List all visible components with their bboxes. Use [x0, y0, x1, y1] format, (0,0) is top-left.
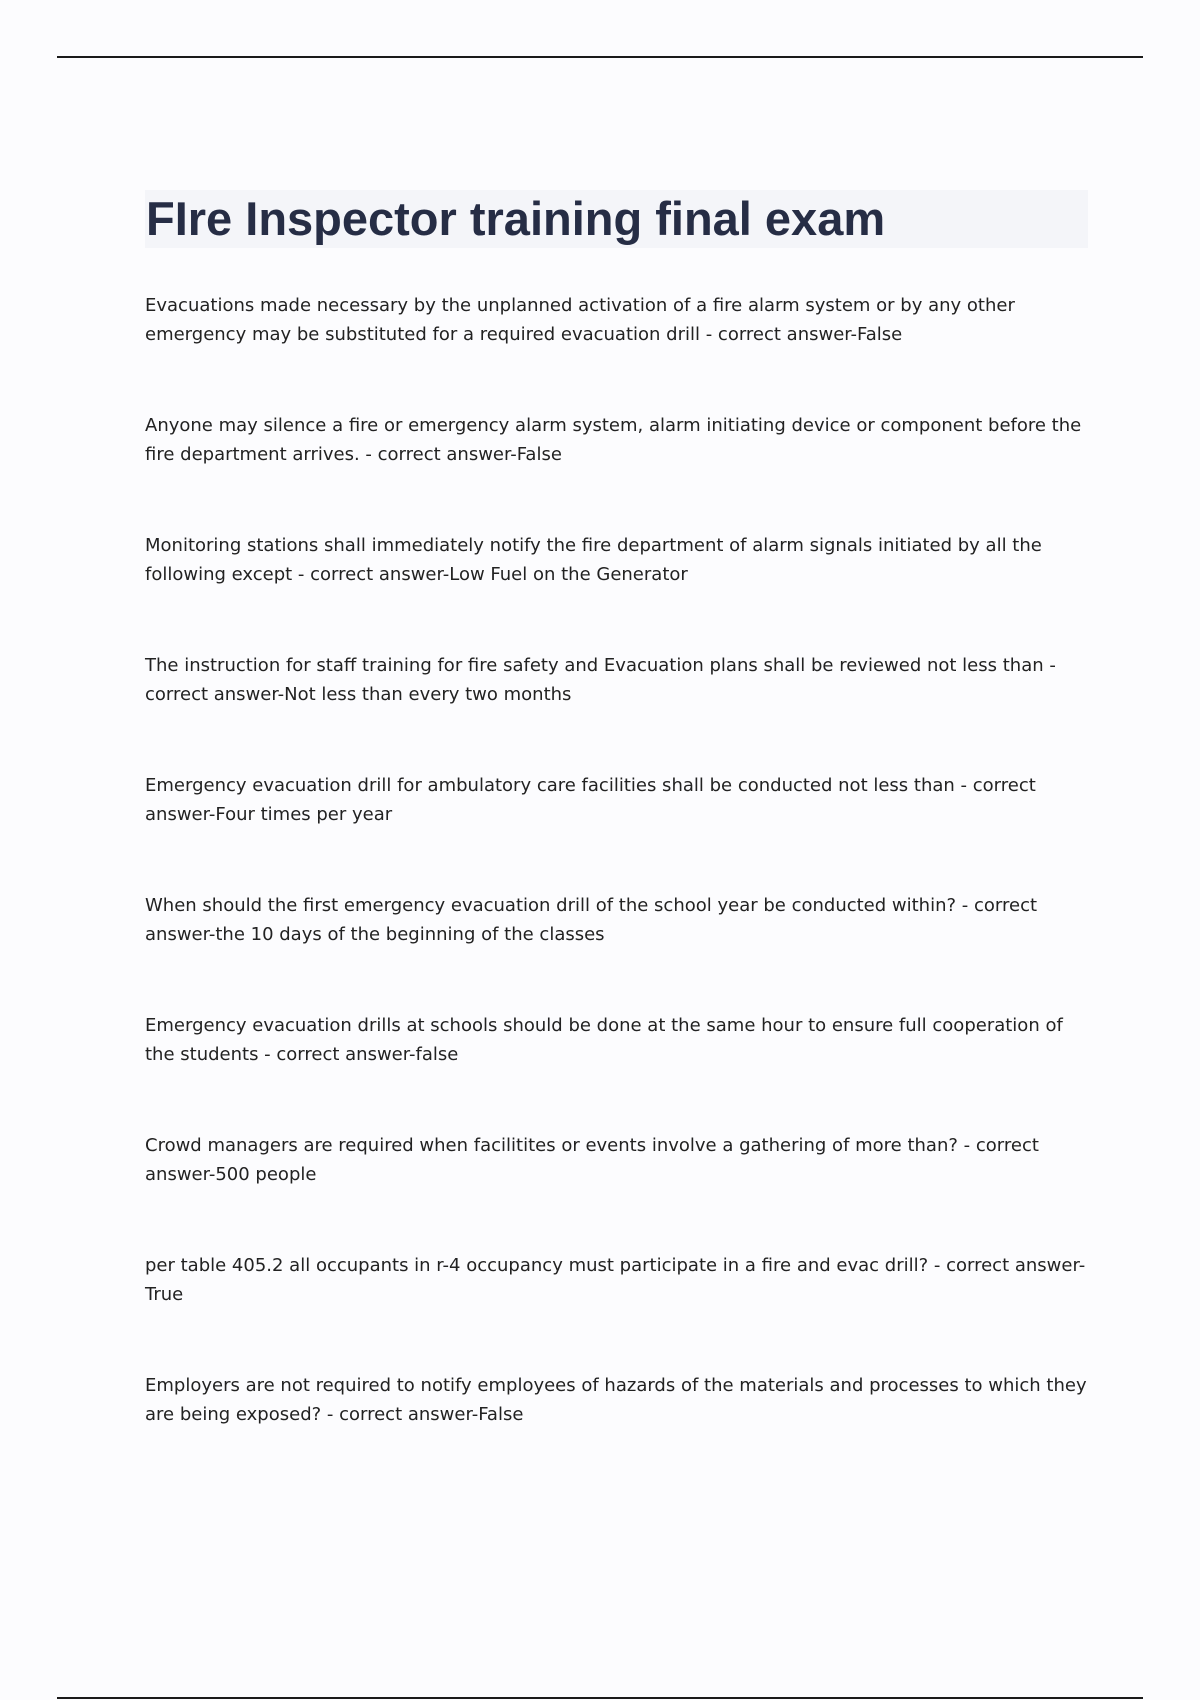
document-title: FIre Inspector training final exam — [146, 192, 886, 245]
qa-item-1: Evacuations made necessary by the unplanned activation of a fire alarm system or by any other emergency may be substituted for a required evacuation drill - correct answer-False — [145, 295, 1015, 345]
qa-item-3: Monitoring stations shall immediately notify the fire department of alarm signals initiated by all the following except - correct answer-Low Fuel on the Generator — [145, 535, 1042, 585]
qa-item-9: per table 405.2 all occupants in r-4 occupancy must participate in a fire and evac drill? - correct answer-True — [145, 1255, 1086, 1305]
header-rule — [57, 56, 1143, 58]
question-answer-list — [145, 291, 1095, 1491]
qa-item-2: Anyone may silence a fire or emergency alarm system, alarm initiating device or component before the fire department arrives. - correct answer-False — [145, 415, 1082, 465]
qa-item-4: The instruction for staff training for fire safety and Evacuation plans shall be reviewed not less than - correct answer-Not less than every two months — [145, 655, 1056, 705]
qa-item-10: Employers are not required to notify employees of hazards of the materials and processes to which they are being exposed? - correct answer-False — [145, 1375, 1087, 1425]
footer-rule — [57, 1697, 1143, 1699]
qa-item-6: When should the first emergency evacuation drill of the school year be conducted within? - correct answer-the 10 days of the beginning of the classes — [145, 895, 1038, 945]
qa-item-8: Crowd managers are required when facilitites or events involve a gathering of more than? - correct answer-500 people — [145, 1135, 1039, 1185]
qa-item-7: Emergency evacuation drills at schools should be done at the same hour to ensure full cooperation of the students - correct answer-false — [145, 1015, 1063, 1065]
qa-item-5: Emergency evacuation drill for ambulatory care facilities shall be conducted not less than - correct answer-Four times per year — [145, 775, 1036, 825]
